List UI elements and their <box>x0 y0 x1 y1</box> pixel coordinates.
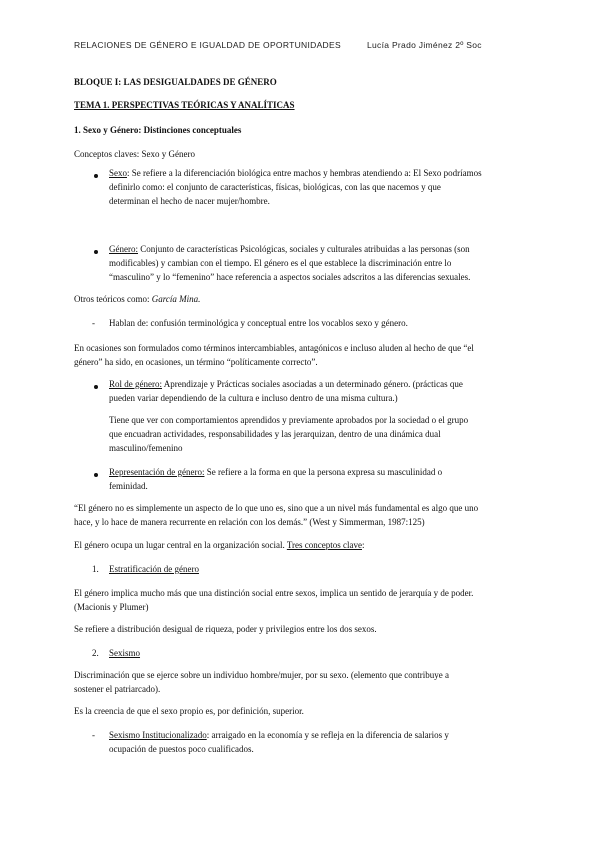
genero-line2: modificables) y cambian con el tiempo. El género es el que establece la discriminación entre lo <box>109 258 452 268</box>
ocasiones-line2: género” ha sido, en ocasiones, un término “políticamente correcto”. <box>74 357 318 367</box>
quote-paragraph <box>74 501 526 529</box>
sexo-line2: definirlo como: el conjunto de características, físicas, biológicas, con las que nacemos y que <box>109 182 441 192</box>
list-item-representacion <box>109 465 549 493</box>
quote-line1: “El género no es simplemente un aspecto de lo que uno es, sino que a un nivel más fundamental es algo que uno <box>74 503 479 513</box>
term-representacion: Representación de género: <box>109 467 205 477</box>
genero-text: Conjunto de características Psicológicas, sociales y culturales atribuidas a las personas (son <box>138 244 470 254</box>
inst-line2: ocupación de puestos poco cualificados. <box>109 744 254 754</box>
theme-title: TEMA 1. PERSPECTIVAS TEÓRICAS Y ANALÍTICAS <box>74 100 295 110</box>
rol-p2-line3: masculino/femenino <box>109 443 183 453</box>
bullet-dot <box>94 244 98 258</box>
header-author: Lucía Prado Jiménez 2º Soc <box>367 40 482 50</box>
discrim-line1: Discriminación que se ejerce sobre un individuo hombre/mujer, por su sexo. (elemento que contribuye a <box>74 670 450 680</box>
key-concepts: Conceptos claves: Sexo y Género <box>74 149 195 159</box>
central-end: : <box>362 540 365 550</box>
inst-text: : arraigado en la economía y se refleja en la diferencia de salarios y <box>206 730 449 740</box>
central-text: El género ocupa un lugar central en la organización social. <box>74 540 287 550</box>
rol-text: Aprendizaje y Prácticas sociales asociadas a un determinado género. (prácticas que <box>162 379 463 389</box>
ocasiones-paragraph <box>74 341 526 369</box>
rol-line2: pueden variar dependiendo de la cultura e incluso dentro de una misma cultura.) <box>109 393 398 403</box>
rol-p2-line2: que encuadran actividades, responsabilidades y las jerarquizan, dentro de una dinámica dual <box>109 429 441 439</box>
section-number: 1. <box>74 125 81 135</box>
other-theorists <box>74 292 526 306</box>
estrat-line1: El género implica mucho más que una distinción social entre sexos, implica un sentido de jerarquía y de poder. <box>74 588 474 598</box>
distrib-paragraph: Se refiere a distribución desigual de riqueza, poder y privilegios entre los dos sexos. <box>74 624 377 634</box>
genero-line3: “masculino” y lo “femenino” hace referencia a aspectos sociales adscritos a las diferencias sexuales. <box>109 272 471 282</box>
estrat-paragraph <box>74 586 526 614</box>
list-item-genero <box>109 242 549 284</box>
sexo-line3: determinan el hecho de nacer mujer/hombre. <box>109 196 270 206</box>
term-genero: Género: <box>109 244 138 254</box>
term-inst: Sexismo Institucionalizado <box>109 730 207 740</box>
term-sexo: Sexo <box>109 168 127 178</box>
ocasiones-line1: En ocasiones son formulados como términos intercambiables, antagónicos e incluso aluden al hecho de que “el <box>74 343 474 353</box>
header-course-title: RELACIONES DE GÉNERO E IGUALDAD DE OPORTUNIDADES <box>74 40 341 50</box>
representacion-line2: feminidad. <box>109 481 148 491</box>
concept2-label: Sexismo <box>109 648 141 658</box>
bullet-dot <box>94 168 98 182</box>
term-rol: Rol de género: <box>109 379 162 389</box>
tres-conceptos-link: Tres conceptos clave <box>286 540 362 550</box>
discrim-line2: sostener el patriarcado). <box>74 684 161 694</box>
section-title <box>74 123 526 137</box>
dash-bullet: - <box>92 318 95 328</box>
block-title: BLOQUE I: LAS DESIGUALDADES DE GÉNERO <box>74 77 277 87</box>
inst-item <box>109 728 549 756</box>
theorist-name: García Mina. <box>151 294 201 304</box>
creencia-paragraph: Es la creencia de que el sexo propio es, por definición, superior. <box>74 706 304 716</box>
list-item-rol <box>109 377 549 455</box>
other-theorists-prefix: Otros teóricos como: <box>74 294 152 304</box>
central-paragraph <box>74 538 526 552</box>
representacion-text: Se refiere a la forma en que la persona expresa su masculinidad o <box>204 467 443 477</box>
concept1-number: 1. <box>92 564 99 574</box>
dash-bullet: - <box>92 730 95 740</box>
sexo-text: : Se refiere a la diferenciación biológica entre machos y hembras atendiendo a: El Sexo podríamos <box>127 168 482 178</box>
section-text: Sexo y Género: Distinciones conceptuales <box>83 125 242 135</box>
quote-line2: hace, y lo hace de manera recurrente en relación con los demás.” (West y Simmerman, 1987:125) <box>74 517 425 527</box>
estrat-line2: (Macionis y Plumer) <box>74 602 149 612</box>
discrim-paragraph <box>74 668 526 696</box>
concept1-label: Estratificación de género <box>109 564 199 574</box>
bullet-dot <box>94 379 98 393</box>
habla-text: Hablan de: confusión terminológica y conceptual entre los vocablos sexo y género. <box>109 318 408 328</box>
concept2-number: 2. <box>92 648 99 658</box>
rol-p2-line1: Tiene que ver con comportamientos aprendidos y previamente aprobados por la sociedad o el grupo <box>109 415 469 425</box>
bullet-dot <box>94 467 98 481</box>
list-item-sexo <box>109 166 549 208</box>
